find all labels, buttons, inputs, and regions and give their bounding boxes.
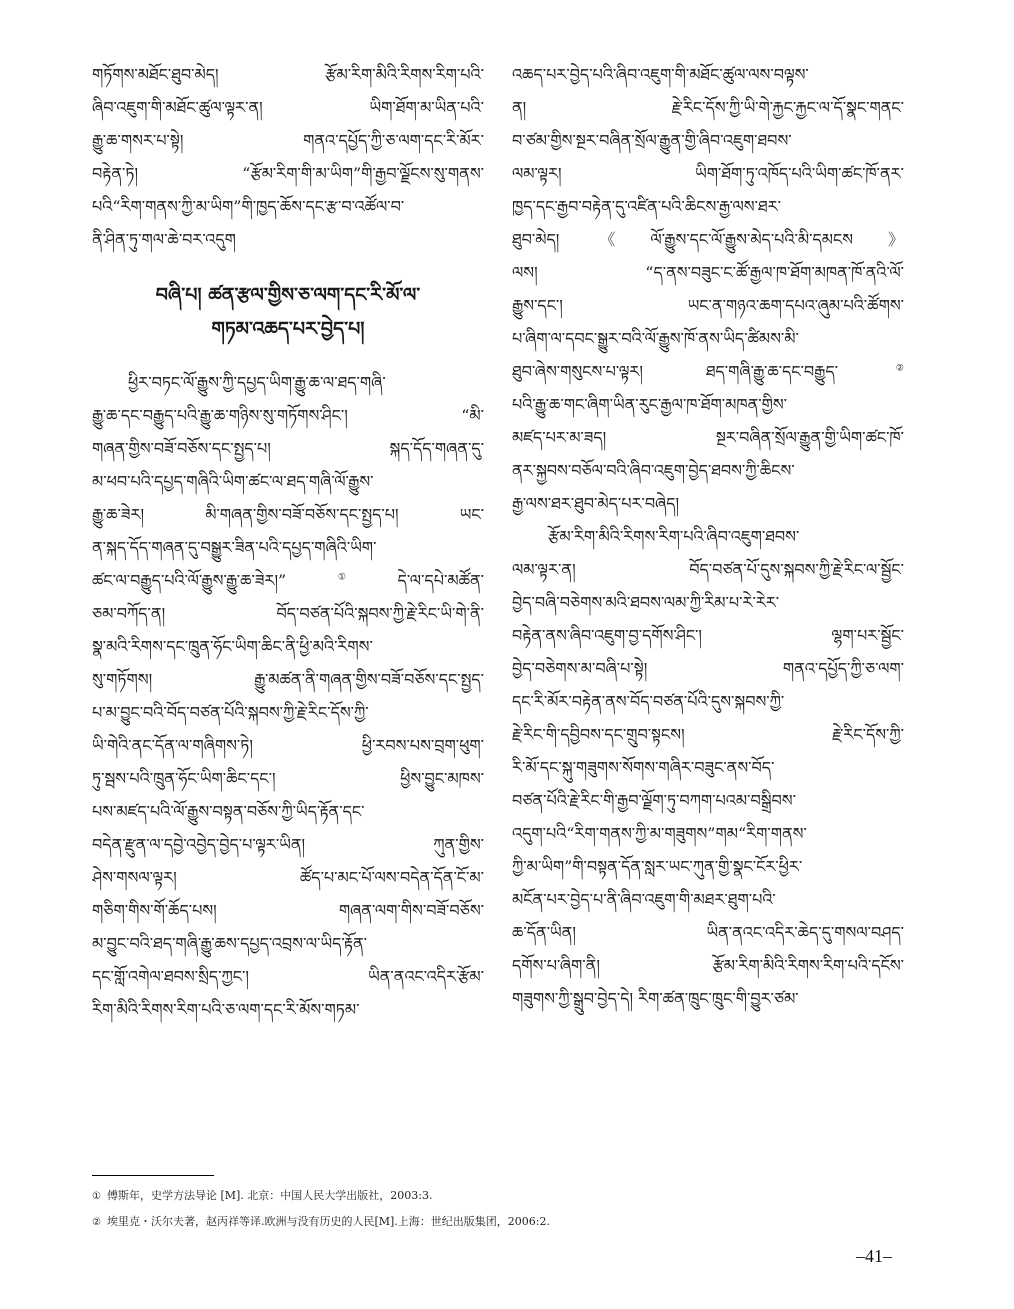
line-text: ཁྱད་དང་རྒྱབ་བརྟེན་དུ་འཛིན་པའི་ཆིངས་རྒྱ་ལས་ཐར་ [512,197,781,216]
text-line [512,91,904,124]
line-text: པ་མ་བྱུང་བའི་བོད་བཙན་པོའི་སྐབས་ཀྱི་རྗེ་རིང་དོས་ཀྱི་ [92,703,369,722]
text-line [92,91,484,124]
text-line [512,322,904,355]
line-text: གཟུགས་ཀྱི་སྒྲུབ་བྱེད་དེ། རིག་ཚན་ཁྲུང་ཁྲུང་གི་བྱུར་ཙམ་ [512,989,799,1008]
right-para-1 [512,58,904,520]
section-heading-line-1: བཞི་པ། ཚན་རྩལ་གྱིས་ཅ་ལག་དང་རི་མོ་ལ་ [155,284,421,306]
footnote-2-text: 埃里克・沃尔夫著，赵丙祥等译.欧洲与没有历史的人民[M].上海：世纪出版集团，2006:2. [106,1215,551,1228]
text-line [512,850,904,883]
line-text: པས་མཛད་པའི་ལོ་རྒྱུས་བསྟན་བཅོས་ཀྱི་ཡིད་རྟོན་དང་ [92,802,365,821]
line-text: ནི་ཤིན་ཏུ་གལ་ཆེ་བར་འདུག [92,230,236,249]
line-text: ན། རྗེ་རིང་དོས་ཀྱི་ཡི་གེ་རྐྱང་རྐྱང་ལ་དོ་སྣང་གནང་ [512,98,904,117]
line-text: རི་མོ་དང་སྐུ་གཟུགས་སོགས་གཞིར་བཟུང་ནས་བོད་ [512,758,775,777]
line-text: མ་ཕབ་པའི་དཔྱད་གཞིའི་ཡིག་ཚང་ལ་ཐད་གཞི་ལོ་རྒྱུས་ [92,472,374,491]
text-line [512,487,904,520]
line-text: བྱེད་བཞི་བཅེགས་མའི་ཐབས་ལམ་ཀྱི་རིམ་པ་རེ་རེར་ [512,593,780,612]
line-text: པའི“རིག་གནས་ཀྱི་མ་ཡིག”གི་ཁྱད་ཆོས་དང་རྩ་བ་འཚོལ་བ་ [92,197,405,216]
text-line [92,828,484,861]
text-line [92,861,484,894]
line-text: བརྟེན་ནས་ཞིབ་འཇུག་བྱ་དགོས་ཤིང་། ལྷག་པར་སྦྱོང་ [512,626,904,645]
footnote-2-mark: ② [92,1217,101,1228]
left-para-1 [92,58,484,256]
line-text: གཅིག་གིས་གོ་ཆོད་པས། གཞན་ལག་གིས་བཟོ་བཅོས་ [92,901,484,920]
text-line [92,795,484,828]
line-text: བྱེད་བཅེགས་མ་བཞི་པ་སྟེ། གནའ་དཔྱོད་ཀྱི་ཅ་ལག་ [512,659,904,678]
text-line [512,388,904,421]
footnote-rule [92,1175,214,1176]
line-text: མ་བྱུང་བའི་ཐད་གཞི་རྒྱུ་ཆས་དཔྱད་འབྲས་ལ་ཡིད་རྟོན་ [92,934,368,953]
text-line [92,432,484,465]
text-line [512,190,904,223]
line-text: བ་ཙམ་གྱིས་སྔར་བཞིན་སྲོལ་རྒྱུན་གྱི་ཞིབ་འཇུག་ཐབས་ [512,131,792,150]
line-text: ཐུབ་ཞེས་གསུངས་པ་ལྟར། ཐད་གཞི་རྒྱུ་ཆ་དང་བརྒྱུད་ [512,362,839,381]
right-column [512,58,904,1015]
line-text: ཕྱིར་བཏང་ལོ་རྒྱུས་ཀྱི་དཔྱད་ཡིག་རྒྱུ་ཆ་ལ་ཐད་གཞི་ [128,373,386,392]
line-text: འཆད་པར་བྱེད་པའི་ཞིབ་འཇུག་གི་མཐོང་ཚུལ་ལས་བལྟས་ [512,65,809,84]
text-line [512,454,904,487]
line-text: གཞན་གྱིས་བཟོ་བཅོས་དང་སྤྱད་པ། སྐད་དོད་གཞན་དུ་ [92,439,484,458]
left-column [92,58,484,1026]
line-text: རིག་མིའི་རིགས་རིག་པའི་ཅ་ལག་དང་རི་མོས་གཏམ་ [92,1000,360,1019]
footnote-ref: ② [838,363,904,374]
line-text: ཆ་དོན་ཡིན། ཡིན་ནའང་འདིར་ཆེད་དུ་གསལ་བཤད་ [512,923,904,942]
line-text: ཅམ་བཀོད་ན། བོད་བཙན་པོའི་སྐབས་ཀྱི་རྗེ་རིང་ཡི་གེ་ནི་ [92,604,484,623]
line-text-tail: དེ་ལ་དཔེ་མཚོན་ [397,571,484,590]
text-line [92,597,484,630]
line-text: དང་རི་མོར་བརྟེན་ནས་བོད་བཙན་པོའི་དུས་སྐབས་ཀྱི་ [512,692,785,711]
footnote-1 [92,1187,433,1203]
text-line [92,993,484,1026]
text-line [92,157,484,190]
line-text: ན་སྐད་དོད་གཞན་དུ་བསྒྱུར་ཟིན་པའི་དཔྱད་གཞིའི་ཡིག་ [92,538,377,557]
text-line [92,729,484,762]
line-text: རྒྱུ་ཆ་གསར་པ་སྟེ། གནའ་དཔྱོད་ཀྱི་ཅ་ལག་དང་རི་མོར་ [92,131,484,150]
text-line [512,355,904,388]
text-line [512,817,904,850]
line-text: ཞིབ་འཇུག་གི་མཐོང་ཚུལ་ལྟར་ན། ཡིག་ཐོག་མ་ཡིན་པའི་ [92,98,484,117]
text-line [92,531,484,564]
text-line [92,223,484,256]
text-line [512,883,904,916]
line-text: ཡི་གེའི་ནང་དོན་ལ་གཞིགས་ཏེ། ཕྱི་རབས་པས་བྲག་ཕུག་ [92,736,484,755]
text-line [92,564,484,597]
text-line [92,58,484,91]
text-line [512,124,904,157]
line-text: བདེན་རྫུན་ལ་དབྱེ་འབྱེད་བྱེད་པ་ལྟར་ཡིན། ཀུན་གྱིས་ [92,835,484,854]
line-text: པའི་རྒྱུ་ཆ་གང་ཞིག་ཡིན་རུང་རྒྱལ་ཁ་ཐོག་མཁན་གྱིས་ [512,395,788,414]
text-line [92,124,484,157]
line-text: དགོས་པ་ཞིག་ནི། རྩོམ་རིག་མིའི་རིགས་རིག་པའི་དངོས་ [512,956,904,975]
text-line [92,960,484,993]
line-text: སྣ་མའི་རིགས་དང་ཁྲུན་ཧོང་ཡིག་ཆིང་ནི་ཕྱི་མའི་རིགས་ [92,637,373,656]
line-text: ཏུ་སྦས་པའི་ཁྲུན་ཧོང་ཡིག་ཆིང་དང་། ཕྱིས་བྱུང་མཁས་ [92,769,484,788]
line-text: གཏོགས་མཐོང་ཐུབ་མེད། རྩོམ་རིག་མིའི་རིགས་རིག་པའི་ [92,65,484,84]
text-line [512,223,904,256]
text-line [92,498,484,531]
line-text: ཐུབ་མེད། 《ལོ་རྒྱུས་དང་ལོ་རྒྱུས་མེད་པའི་མི་དམངས》 [512,230,904,249]
text-line [512,982,904,1015]
footnote-2 [92,1213,550,1229]
text-line [92,894,484,927]
text-line [512,520,904,553]
text-line [512,619,904,652]
text-line [512,157,904,190]
line-text: རྗེ་རིང་གི་དབྱིབས་དང་གྲུབ་སྟངས། རྗེ་རིང་དོས་ཀྱི་ [512,725,904,744]
text-line [512,553,904,586]
text-line [512,256,904,289]
line-text: རྒྱུས་དང་། ཡང་ན་གཉའ་ཆག་དཔའ་ཞུམ་པའི་ཚོགས་ [512,296,904,315]
right-para-2 [512,520,904,1015]
footnote-1-mark: ① [92,1191,101,1202]
text-line [512,949,904,982]
line-text: ཚང་ལ་བརྒྱུད་པའི་ལོ་རྒྱུས་རྒྱུ་ཆ་ཟེར།” [92,571,287,590]
text-line [512,685,904,718]
line-text: ཤེས་གསལ་ལྟར། ཚོད་པ་མང་པོ་ལས་བདེན་དོན་ངོ་མ་ [92,868,484,887]
text-line [92,465,484,498]
text-line [92,366,484,399]
line-text: ལམ་ལྟར་ན། བོད་བཙན་པོ་དུས་སྐབས་ཀྱི་རྗེ་རིང་ལ་སྦྱོང་ [512,560,904,579]
text-line [92,663,484,696]
footnote-1-text: 傅斯年，史学方法导论 [M]. 北京：中国人民大学出版社，2003:3. [106,1189,433,1202]
text-line [92,399,484,432]
text-line [92,190,484,223]
text-line [512,751,904,784]
text-line [512,916,904,949]
text-line [512,586,904,619]
line-text: བརྟེན་ཏེ། “རྩོམ་རིག་གི་མ་ཡིག”གི་རྒྱབ་ལྗོངས་སུ་གནས་ [92,164,484,183]
text-line [512,784,904,817]
line-text: རྒྱུ་ཆ་ཟེར། མི་གཞན་གྱིས་བཟོ་བཅོས་དང་སྤྱད་པ། ཡང་ [92,505,484,524]
text-line [512,718,904,751]
text-line [512,652,904,685]
line-text: ལས། “ད་ནས་བཟུང་ང་ཚོ་རྒྱལ་ཁ་ཐོག་མཁན་ཁོ་ནའི་ལོ་ [512,263,904,282]
line-text: རྩོམ་རིག་མིའི་རིགས་རིག་པའི་ཞིབ་འཇུག་ཐབས་ [548,527,800,546]
line-text: མངོན་པར་བྱེད་པ་ནི་ཞིབ་འཇུག་གི་མཐར་ཐུག་པའི་ [512,890,776,909]
line-text: ཀྱི་མ་ཡིག”གི་བསྟན་དོན་སླར་ཡང་ཀུན་གྱི་སྣང་ངོར་ཕྱིར་ [512,857,803,876]
line-text: དང་གློ་འགེལ་ཐབས་སྲིད་ཀྱང་། ཡིན་ནའང་འདིར་རྩོམ་ [92,967,484,986]
text-line [512,289,904,322]
line-text: པ་ཞིག་ལ་དབང་སྒྱུར་བའི་ལོ་རྒྱུས་ཁོ་ནས་ཡིད་ཚིམས་མི་ [512,329,799,348]
text-line [512,58,904,91]
text-line [92,762,484,795]
footnote-ref: ① [286,572,398,583]
section-heading-line-2: གཏམ་འཆད་པར་བྱེད་པ། [211,318,365,340]
line-text: རྒྱ་ལས་ཐར་ཐུབ་མེད་པར་བཞེད། [512,494,680,513]
line-text: མཛད་པར་མ་ཟད། སྔར་བཞིན་སྲོལ་རྒྱུན་གྱི་ཡིག་ཚང་ཁོ་ [512,428,904,447]
line-text: བཙན་པོའི་རྗེ་རིང་གི་རྒྱབ་ལྗོག་ཏུ་བཀག་པའམ་བསྒྲིབས་ [512,791,796,810]
page-number: –41– [856,1246,892,1266]
left-para-2 [92,366,484,1026]
text-line [92,927,484,960]
line-text: རྒྱུ་ཆ་དང་བརྒྱུད་པའི་རྒྱུ་ཆ་གཉིས་སུ་གཏོགས་ཤིང་། “མི་ [92,406,484,425]
text-line [512,421,904,454]
line-text: འདུག་པའི“རིག་གནས་ཀྱི་མ་གཟུགས”གམ“རིག་གནས་ [512,824,807,843]
line-text: ནར་སྐྱབས་བཅོལ་བའི་ཞིབ་འཇུག་བྱེད་ཐབས་ཀྱི་ཆིངས་ [512,461,795,480]
line-text: སུ་གཏོགས། རྒྱུ་མཚན་ནི་གཞན་གྱིས་བཟོ་བཅོས་དང་སྤྱད་ [92,670,484,689]
text-line [92,696,484,729]
line-text: ལམ་ལྟར། ཡིག་ཐོག་ཏུ་འཁོད་པའི་ཡིག་ཚང་ཁོ་ནར་ [512,164,904,183]
text-line [92,630,484,663]
